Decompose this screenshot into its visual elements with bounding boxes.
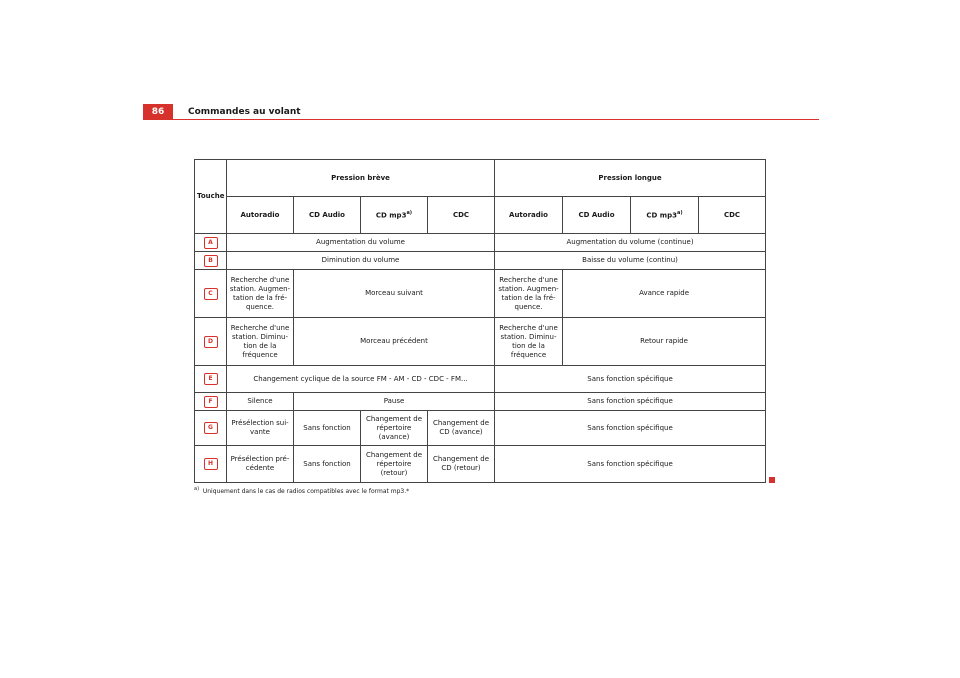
table-cell: Augmentation du volume (continue) — [495, 234, 766, 252]
key-badge: E — [204, 373, 218, 385]
table-cell: Présélection pré-cédente — [227, 446, 294, 483]
table-cell: Morceau précédent — [294, 318, 495, 366]
key-cell — [195, 318, 227, 366]
subheader-cd-mp3 — [361, 197, 428, 234]
key-cell — [195, 366, 227, 393]
table-cell: Changement de répertoire (retour) — [361, 446, 428, 483]
key-cell — [195, 252, 227, 270]
key-cell — [195, 446, 227, 483]
table-row — [195, 270, 766, 318]
col-header-short-press: Pression brève — [227, 160, 495, 197]
table-cell: Retour rapide — [563, 318, 766, 366]
table-cell: Diminution du volume — [227, 252, 495, 270]
table-cell: Recherche d'une station. Augmen-tation de la fré-quence. — [495, 270, 563, 318]
table-row — [195, 411, 766, 446]
key-cell — [195, 393, 227, 411]
table-cell: Sans fonction — [294, 411, 361, 446]
table-cell: Sans fonction spécifique — [495, 411, 766, 446]
footnote-ref: a) — [406, 210, 413, 217]
table-cell: Avance rapide — [563, 270, 766, 318]
subheader-cdc: CDC — [428, 197, 495, 234]
table-cell: Sans fonction spécifique — [495, 366, 766, 393]
table-row — [195, 393, 766, 411]
table-cell: Recherche d'une station. Augmen-tation de la fré-quence. — [227, 270, 294, 318]
key-cell — [195, 234, 227, 252]
table-row — [195, 318, 766, 366]
table-cell: Recherche d'une station. Diminu-tion de la fréquence — [227, 318, 294, 366]
subheader-cdc-long: CDC — [699, 197, 766, 234]
table-cell: Pause — [294, 393, 495, 411]
subheader-autoradio: Autoradio — [227, 197, 294, 234]
col-header-touche: Touche — [195, 160, 227, 234]
table-row — [195, 366, 766, 393]
key-badge: C — [204, 288, 218, 300]
subheader-cd-mp3-label: CD mp3 — [375, 211, 407, 220]
header-divider — [143, 119, 819, 120]
key-badge: D — [204, 336, 218, 348]
key-badge: F — [204, 396, 218, 408]
table-cell: Recherche d'une station. Diminu-tion de la fréquence — [495, 318, 563, 366]
table-cell: Changement de CD (avance) — [428, 411, 495, 446]
key-badge: G — [204, 422, 218, 434]
key-badge: B — [204, 255, 218, 267]
subheader-cd-audio-long: CD Audio — [563, 197, 631, 234]
table-cell: Sans fonction spécifique — [495, 446, 766, 483]
footnote-ref: a) — [676, 210, 683, 217]
end-of-section-mark — [769, 477, 775, 483]
page-title: Commandes au volant — [188, 107, 301, 117]
table-cell: Changement de répertoire (avance) — [361, 411, 428, 446]
footnote — [194, 486, 409, 495]
table-cell: Changement de CD (retour) — [428, 446, 495, 483]
steering-controls-table — [194, 159, 766, 483]
col-header-long-press: Pression longue — [495, 160, 766, 197]
key-badge: A — [204, 237, 218, 249]
subheader-cd-mp3-long-label: CD mp3 — [646, 211, 677, 220]
table-cell: Sans fonction spécifique — [495, 393, 766, 411]
key-badge: H — [204, 458, 218, 470]
key-cell — [195, 270, 227, 318]
table-row — [195, 234, 766, 252]
table-cell: Présélection sui-vante — [227, 411, 294, 446]
table-cell: Augmentation du volume — [227, 234, 495, 252]
table-row — [195, 252, 766, 270]
subheader-cd-audio: CD Audio — [294, 197, 361, 234]
subheader-autoradio-long: Autoradio — [495, 197, 563, 234]
table-cell: Sans fonction — [294, 446, 361, 483]
page-number: 86 — [143, 104, 173, 120]
footnote-text: Uniquement dans le cas de radios compatibles avec le format mp3.* — [202, 488, 410, 495]
subheader-cd-mp3-long — [631, 197, 699, 234]
table-cell: Changement cyclique de la source FM - AM - CD - CDC - FM... — [227, 366, 495, 393]
table-cell: Silence — [227, 393, 294, 411]
table-cell: Baisse du volume (continu) — [495, 252, 766, 270]
table-row — [195, 446, 766, 483]
key-cell — [195, 411, 227, 446]
footnote-marker: a) — [194, 486, 200, 492]
table-cell: Morceau suivant — [294, 270, 495, 318]
